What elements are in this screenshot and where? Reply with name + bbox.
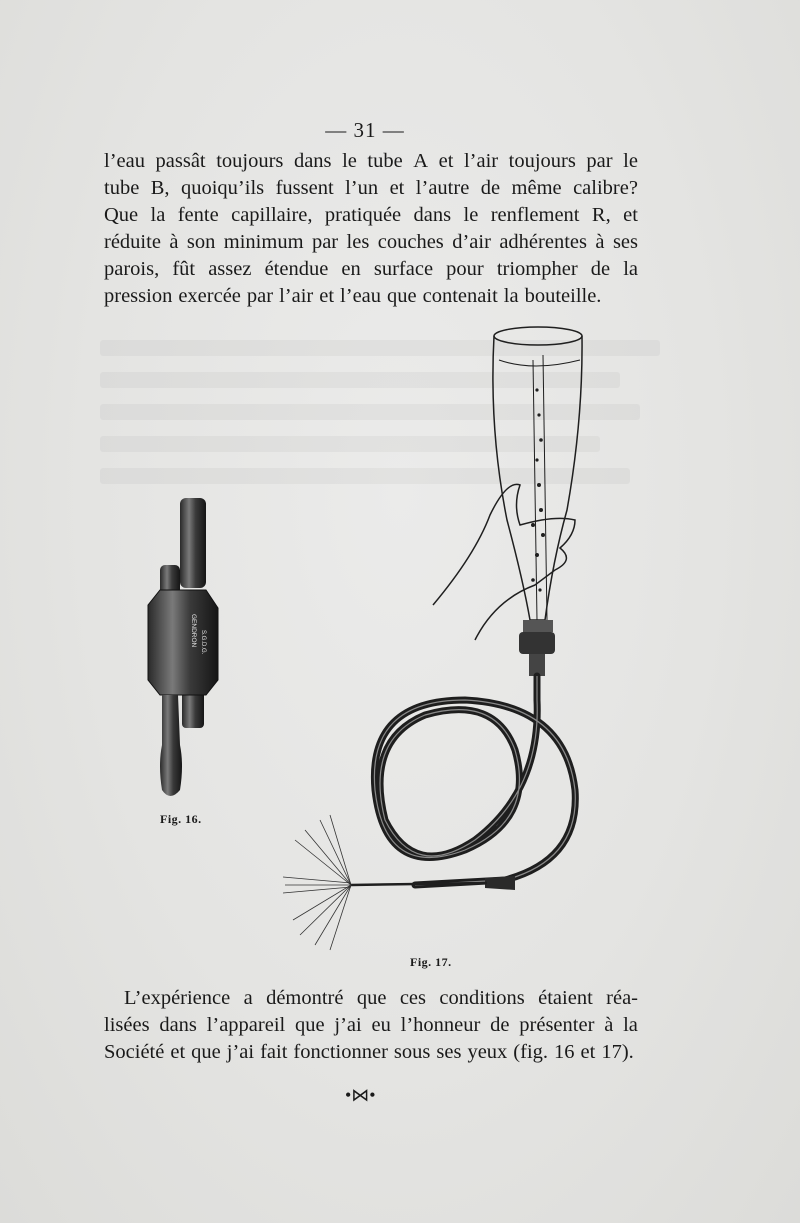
fig17-caption: Fig. 17. xyxy=(410,955,452,969)
nozzle xyxy=(485,876,515,890)
fig16-engraving: GENDRON xyxy=(190,614,197,648)
text-line: Que la fente capillaire, pratiquée dans le renflement R, et xyxy=(104,204,638,226)
bottle-cap xyxy=(519,620,555,676)
fig16-illustration xyxy=(140,490,230,810)
bottle xyxy=(493,327,582,620)
page-number: — 31 — xyxy=(325,118,405,142)
text-line: pression exercée par l’air et l’eau que contenait la bouteille. xyxy=(104,285,602,307)
text-line: réduite à son minimum par les couches d’air adhérentes à ses xyxy=(104,231,638,253)
top-paragraph xyxy=(104,148,638,310)
hose xyxy=(374,676,575,885)
fig16-engraving-code: S.G.D.G. xyxy=(200,630,206,655)
text-line: Société et que j’ai fait fonctionner sous ses yeux (fig. 16 et 17). xyxy=(104,1041,634,1063)
fig16-caption: Fig. 16. xyxy=(160,812,202,826)
end-ornament: •⋈• xyxy=(345,1085,376,1105)
text-line: l’eau passât toujours dans le tube A et l’air toujours par le xyxy=(104,150,638,172)
water-spray xyxy=(283,815,351,950)
text-line: tube B, quoiqu’ils fussent l’un et l’autre de même calibre? xyxy=(104,177,638,199)
fig17-illustration xyxy=(275,320,605,960)
text-line: lisées dans l’appareil que j’ai eu l’honneur de présenter à la xyxy=(104,1014,638,1036)
text-line: L’expérience a démontré que ces conditions étaient réa- xyxy=(124,987,638,1009)
bottom-paragraph xyxy=(104,985,638,1066)
text-line: parois, fût assez étendue en surface pour triompher de la xyxy=(104,258,638,280)
